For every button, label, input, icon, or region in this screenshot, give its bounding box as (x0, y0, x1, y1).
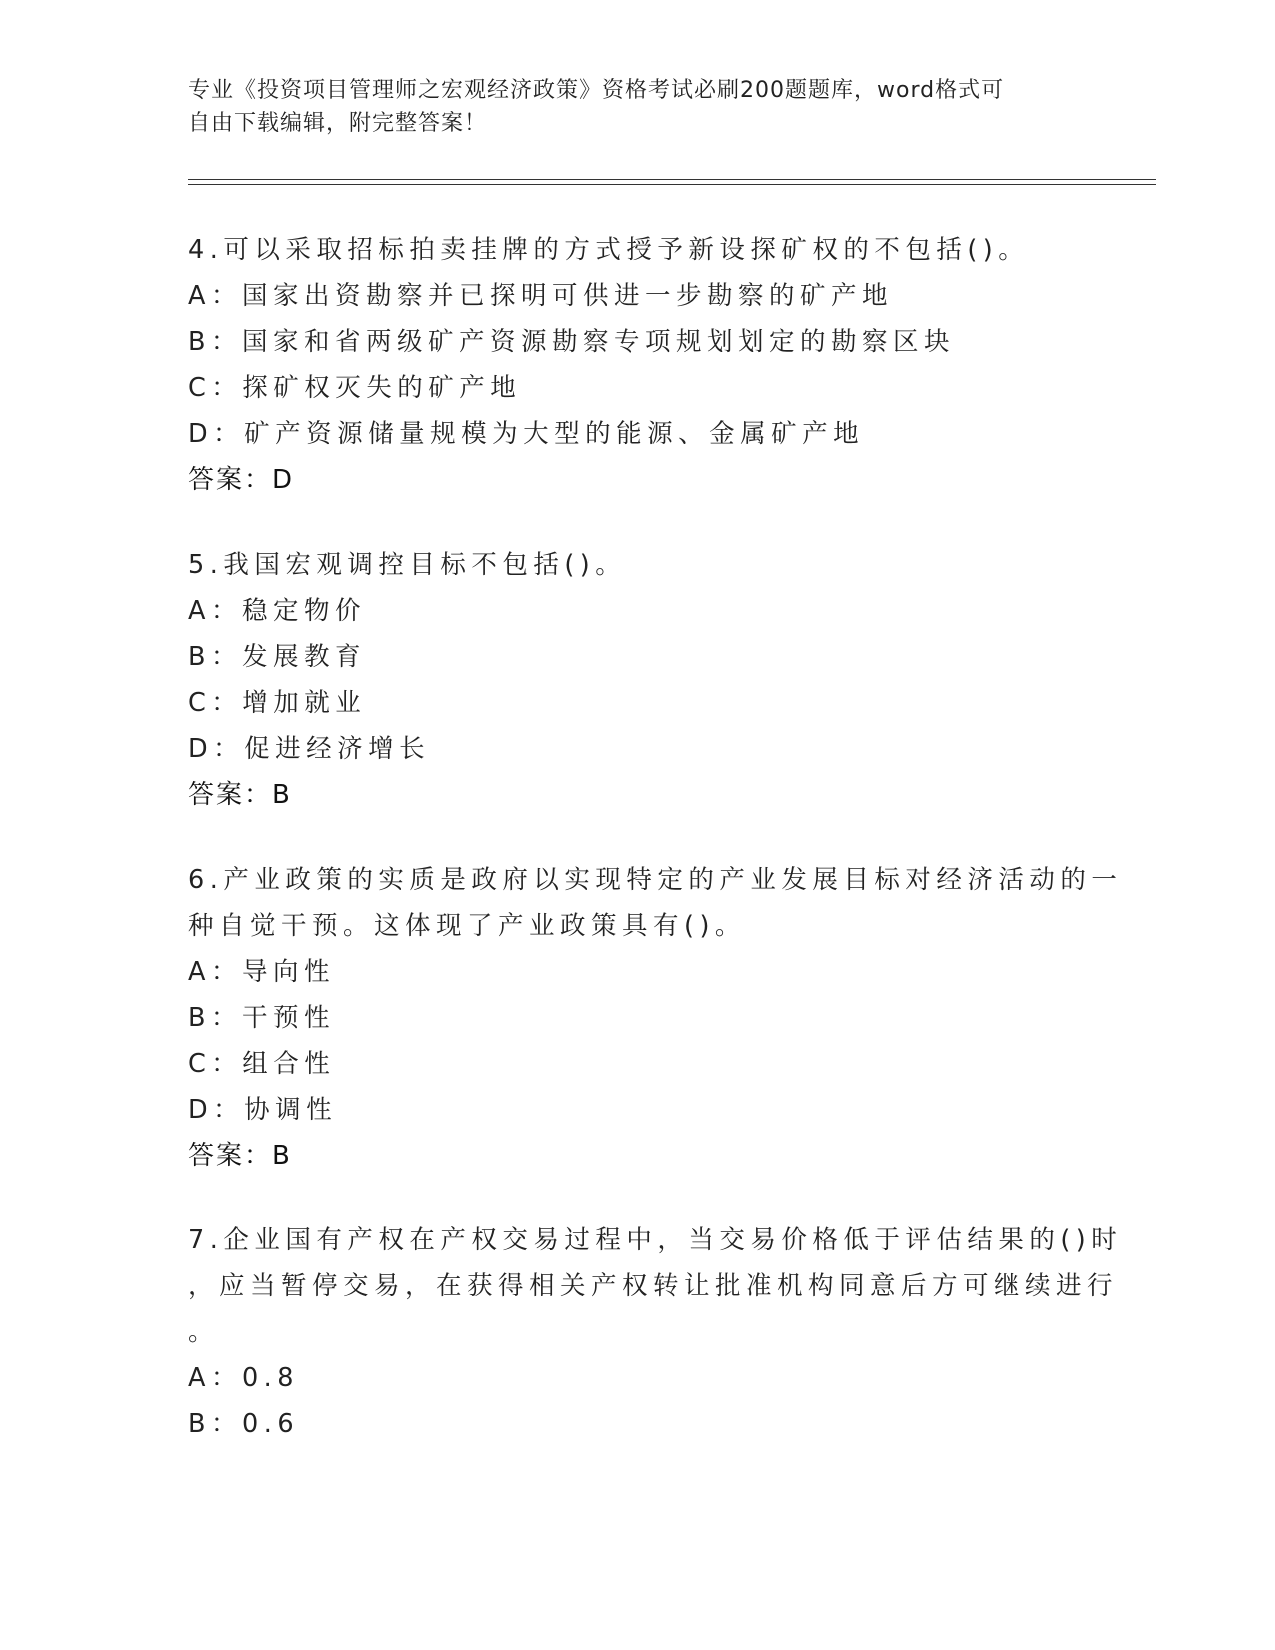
header-divider-bottom (188, 184, 1156, 185)
question-stem (188, 542, 1068, 588)
question-stem-line: 种自觉干预。这体现了产业政策具有()。 (188, 911, 746, 941)
option-d: D：矿产资源储量规模为大型的能源、金属矿产地 (188, 419, 865, 449)
option-b: B：发展教育 (188, 642, 366, 672)
question-stem (188, 1217, 1123, 1355)
option-d: D：促进经济增长 (188, 734, 431, 764)
option-c: C：组合性 (188, 1049, 336, 1079)
question-stem-line: 。 (188, 1317, 220, 1347)
question-stem (188, 227, 1068, 273)
header-line-2: 自由下载编辑，附完整答案！ (188, 111, 488, 136)
answer-text: 答案：B (188, 1141, 292, 1171)
question-4 (188, 227, 1068, 503)
document-header (188, 74, 1088, 140)
option-c: C：增加就业 (188, 688, 367, 718)
option-a: A：0.8 (188, 1363, 299, 1393)
option-a: A：国家出资勘察并已探明可供进一步勘察的矿产地 (188, 281, 893, 311)
question-5 (188, 542, 1068, 818)
question-stem-line: 6.产业政策的实质是政府以实现特定的产业发展目标对经济活动的一 (188, 865, 1123, 895)
answer-text: 答案：D (188, 465, 295, 495)
option-b: B：干预性 (188, 1003, 335, 1033)
option-b: B：国家和省两级矿产资源勘察专项规划划定的勘察区块 (188, 327, 955, 357)
question-7 (188, 1217, 1123, 1447)
question-stem-line: ，应当暂停交易，在获得相关产权转让批准机构同意后方可继续进行 (188, 1271, 1119, 1301)
header-line-1: 专业《投资项目管理师之宏观经济政策》资格考试必刷200题题库，word格式可 (188, 78, 1005, 103)
question-6 (188, 857, 1123, 1179)
answer-text: 答案：B (188, 780, 292, 810)
option-a: A：导向性 (188, 957, 335, 987)
question-stem (188, 857, 1123, 949)
question-stem-line: 4.可以采取招标拍卖挂牌的方式授予新设探矿权的不包括()。 (188, 235, 1030, 265)
question-stem-line: 5.我国宏观调控目标不包括()。 (188, 550, 627, 580)
option-d: D：协调性 (188, 1095, 338, 1125)
header-divider-top (188, 179, 1156, 180)
question-stem-line: 7.企业国有产权在产权交易过程中，当交易价格低于评估结果的()时 (188, 1225, 1123, 1255)
option-b: B：0.6 (188, 1409, 300, 1439)
option-a: A：稳定物价 (188, 596, 366, 626)
option-c: C：探矿权灭失的矿产地 (188, 373, 522, 403)
